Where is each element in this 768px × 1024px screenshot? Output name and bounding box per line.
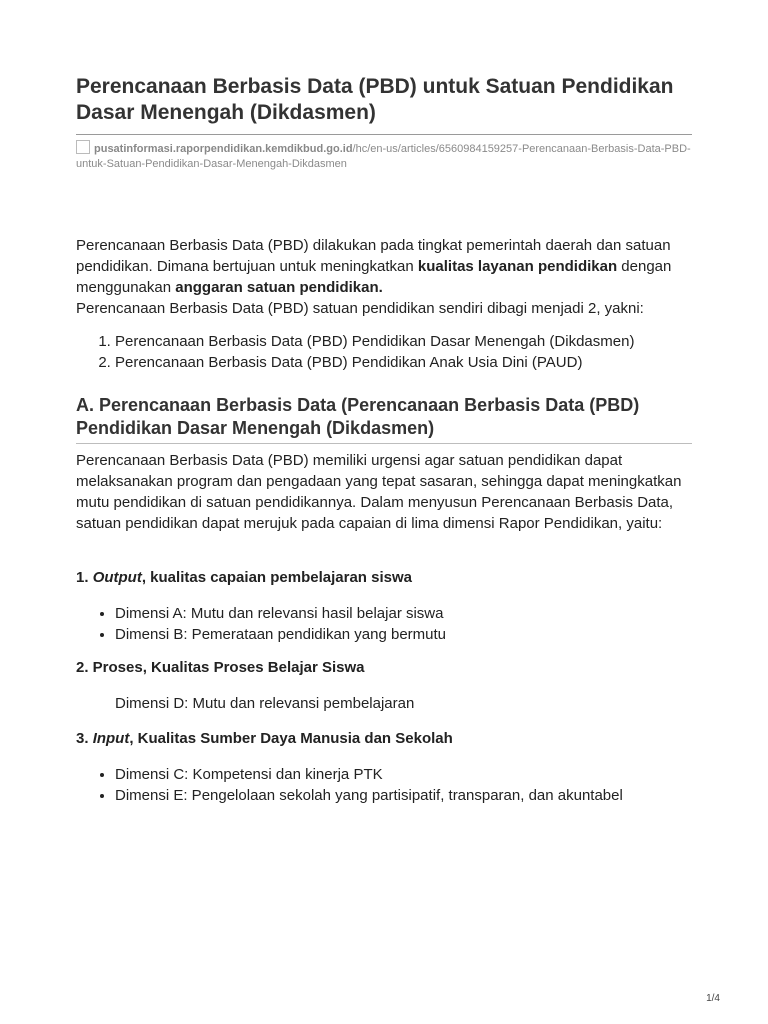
pbd-types-list bbox=[76, 332, 731, 373]
page-number: 1/4 bbox=[706, 993, 720, 1004]
list-item: • Dimensi B: Pemerataan pendidikan yang bermutu bbox=[115, 625, 446, 646]
intro-paragraph-1: Perencanaan Berbasis Data (PBD) dilakukan pada tingkat pemerintah daerah dan satuan pendidikan. Dimana bertujuan untuk meningkatkan kualitas layanan pendidikan dengan menggunakan anggaran satuan pendidikan. bbox=[76, 237, 672, 296]
dimension-group-input: 3. Input, Kualitas Sumber Daya Manusia dan Sekolah bbox=[76, 730, 453, 747]
list-item: • Dimensi A: Mutu dan relevansi hasil belajar siswa bbox=[115, 604, 446, 625]
list-item: • Dimensi E: Pengelolaan sekolah yang partisipatif, transparan, dan akuntabel bbox=[115, 786, 623, 807]
source-domain[interactable]: pusatinformasi.raporpendidikan.kemdikbud.go.id bbox=[94, 143, 353, 155]
proses-dimension-text: Dimensi D: Mutu dan relevansi pembelajaran bbox=[115, 695, 415, 712]
section-a-paragraph: Perencanaan Berbasis Data (PBD) memiliki urgensi agar satuan pendidikan dapat melaksanakan program dan pengadaan yang tepat sasaran, sehingga dapat meningkatkan mutu pendidikan di satuan pendidikannya. Dalam menyusun Perencanaan Berbasis Data, satuan pendidikan dapat merujuk pada capaian di lima dimensi Rapor Pendidikan, yaitu: bbox=[76, 452, 682, 532]
input-dimension-list bbox=[76, 765, 623, 806]
title-divider bbox=[76, 134, 692, 135]
dimension-group-proses: 2. Proses, Kualitas Proses Belajar Siswa bbox=[76, 659, 365, 676]
list-item: 2. Perencanaan Berbasis Data (PBD) Pendidikan Anak Usia Dini (PAUD) bbox=[115, 353, 731, 374]
output-dimension-list bbox=[76, 604, 446, 645]
link-icon bbox=[76, 140, 90, 154]
section-a-heading: A. Perencanaan Berbasis Data (Perencanaan Berbasis Data (PBD) Pendidikan Dasar Menengah (Dikdasmen) bbox=[76, 395, 640, 438]
page-title: Perencanaan Berbasis Data (PBD) untuk Satuan Pendidikan Dasar Menengah (Dikdasmen) bbox=[76, 75, 674, 124]
source-url[interactable] bbox=[76, 140, 692, 172]
section-divider bbox=[76, 443, 692, 444]
intro-paragraph-2: Perencanaan Berbasis Data (PBD) satuan pendidikan sendiri dibagi menjadi 2, yakni: bbox=[76, 300, 644, 317]
list-item: • Dimensi C: Kompetensi dan kinerja PTK bbox=[115, 765, 623, 786]
bold-phrase: kualitas layanan pendidikan bbox=[417, 258, 618, 275]
dimension-group-output: 1. Output, kualitas capaian pembelajaran siswa bbox=[76, 569, 412, 586]
intro-section bbox=[76, 235, 692, 319]
source-path[interactable]: /hc/en-us/articles/6560984159257-Perencanaan-Berbasis-Data-PBD-untuk-Satuan-Pendidikan-Dasar-Menengah-Dikdasmen bbox=[76, 143, 691, 170]
list-item: 1. Perencanaan Berbasis Data (PBD) Pendidikan Dasar Menengah (Dikdasmen) bbox=[115, 332, 731, 353]
bold-phrase: anggaran satuan pendidikan. bbox=[175, 279, 383, 296]
